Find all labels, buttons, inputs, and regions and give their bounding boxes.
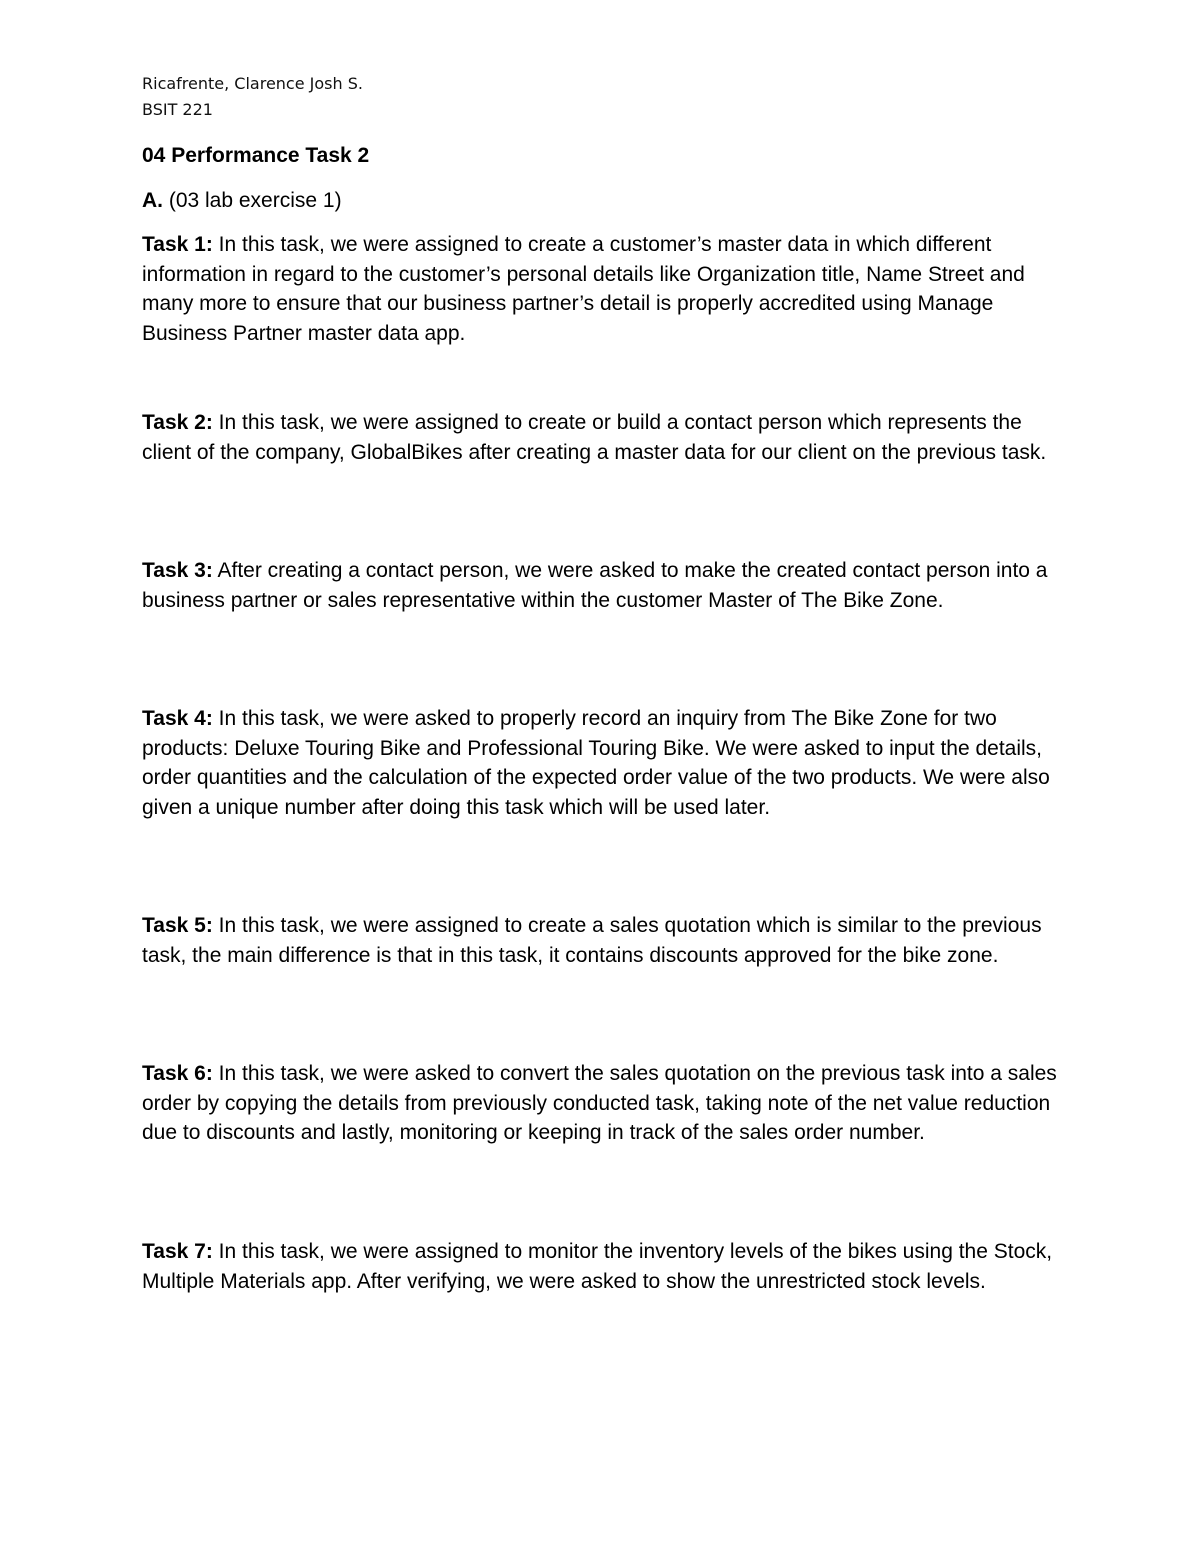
task-6-label: Task 6:	[142, 1062, 213, 1085]
task-6-text: In this task, we were asked to convert the sales quotation on the previous task into a sales order by copying the details from previously conducted task, taking note of the net value reduction due to discounts and lastly, monitoring or keeping in track of the sales order number.	[142, 1062, 1057, 1145]
task-4-text: In this task, we were asked to properly record an inquiry from The Bike Zone for two products: Deluxe Touring Bike and Professional Touring Bike. We were asked to input the details, order quantities and the calculation of the expected order value of the two products. We were also given a unique number after doing this task which will be used later.	[142, 707, 1050, 819]
task-3-text: After creating a contact person, we were asked to make the created contact person into a business partner or sales representative within the customer Master of The Bike Zone.	[142, 559, 1048, 612]
task-paragraph-4	[142, 704, 1072, 822]
task-2-label: Task 2:	[142, 411, 213, 434]
task-paragraph-6	[142, 1059, 1072, 1148]
section-a-heading	[142, 188, 342, 214]
section-a-text: (03 lab exercise 1)	[163, 189, 342, 212]
task-3-label: Task 3:	[142, 559, 213, 582]
task-paragraph-1	[142, 230, 1072, 348]
task-paragraph-3	[142, 556, 1072, 615]
section-a-label: A.	[142, 189, 163, 212]
task-7-text: In this task, we were assigned to monitor the inventory levels of the bikes using the Stock, Multiple Materials app. After verifying, we were asked to show the unrestricted stock levels.	[142, 1240, 1053, 1293]
task-5-label: Task 5:	[142, 914, 213, 937]
task-paragraph-2	[142, 408, 1072, 467]
task-1-label: Task 1:	[142, 233, 213, 256]
document-title: 04 Performance Task 2	[142, 144, 370, 167]
task-1-text: In this task, we were assigned to create a customer’s master data in which different information in regard to the customer’s personal details like Organization title, Name Street and many more to ensure that our business partner’s detail is properly accredited using Manage Business Partner master data app.	[142, 233, 1025, 345]
task-5-text: In this task, we were assigned to create a sales quotation which is similar to the previous task, the main difference is that in this task, it contains discounts approved for the bike zone.	[142, 914, 1042, 967]
task-paragraph-7	[142, 1237, 1072, 1296]
task-4-label: Task 4:	[142, 707, 213, 730]
task-2-text: In this task, we were assigned to create or build a contact person which represents the client of the company, GlobalBikes after creating a master data for our client on the previous task.	[142, 411, 1047, 464]
student-name: Ricafrente, Clarence Josh S.	[142, 74, 363, 93]
student-section: BSIT 221	[142, 100, 213, 119]
task-paragraph-5	[142, 911, 1072, 970]
task-7-label: Task 7:	[142, 1240, 213, 1263]
